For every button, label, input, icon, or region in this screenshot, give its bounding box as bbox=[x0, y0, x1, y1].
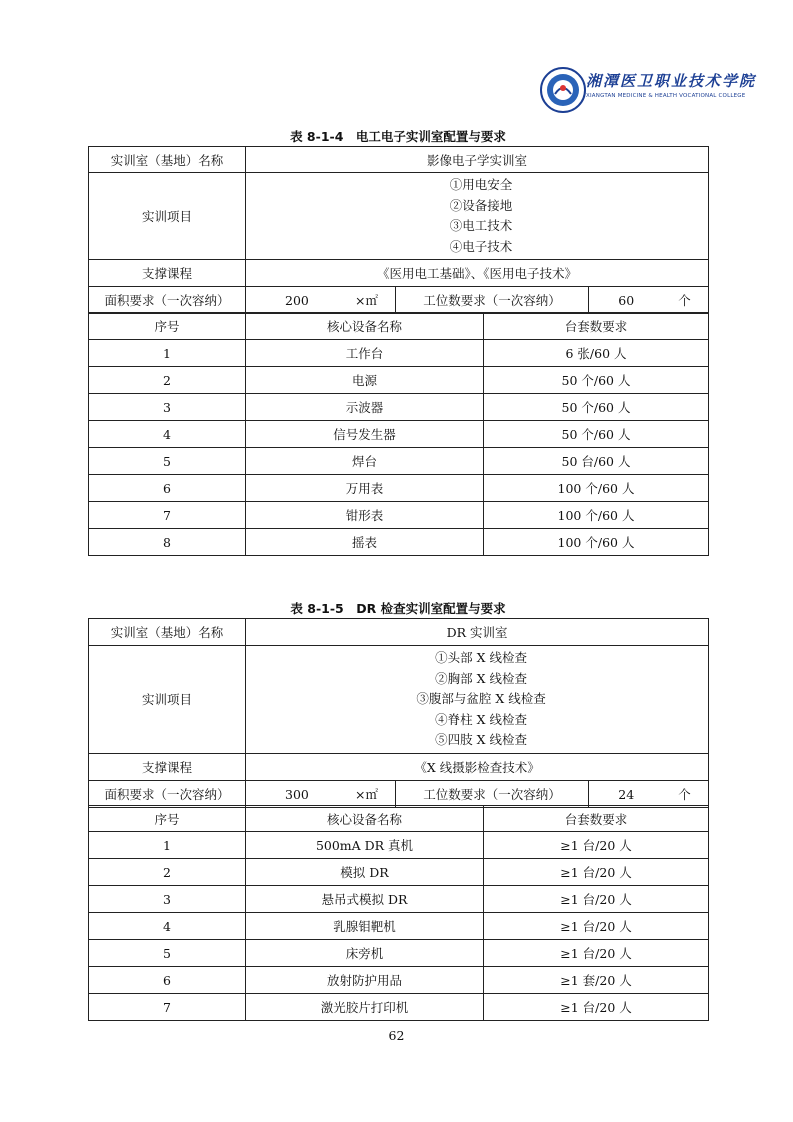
equipment-quantity: ≥1 套/20 人 bbox=[484, 967, 709, 994]
col-header-quantity: 台套数要求 bbox=[484, 806, 709, 832]
equipment-table-2 bbox=[88, 805, 709, 1021]
table-row bbox=[89, 529, 709, 556]
table-row bbox=[89, 421, 709, 448]
stations-label: 工位数要求（一次容纳） bbox=[396, 780, 589, 807]
course-row bbox=[89, 753, 709, 780]
room-label: 实训室（基地）名称 bbox=[89, 147, 246, 173]
table-row bbox=[89, 940, 709, 967]
room-row bbox=[89, 619, 709, 646]
area-cell bbox=[246, 287, 396, 314]
stations-value: 60 bbox=[618, 293, 635, 308]
equipment-index: 5 bbox=[89, 448, 246, 475]
stations-unit: 个 bbox=[678, 293, 691, 308]
table-row bbox=[89, 859, 709, 886]
college-name-en: XIANGTAN MEDICINE & HEALTH VOCATIONAL COLLEGE bbox=[586, 93, 746, 99]
projects-label: 实训项目 bbox=[89, 173, 246, 260]
equipment-name: 焊台 bbox=[246, 448, 484, 475]
equipment-name: 500mA DR 真机 bbox=[246, 832, 484, 859]
equipment-name: 万用表 bbox=[246, 475, 484, 502]
lab-config-table-2 bbox=[88, 618, 709, 808]
projects-row bbox=[89, 646, 709, 754]
equipment-index: 1 bbox=[89, 340, 246, 367]
area-value: 300 bbox=[285, 786, 309, 802]
area-row bbox=[89, 780, 709, 807]
equipment-index: 2 bbox=[89, 367, 246, 394]
project-item: ①用电安全 bbox=[449, 177, 513, 192]
equipment-name: 模拟 DR bbox=[246, 859, 484, 886]
equipment-index: 2 bbox=[89, 859, 246, 886]
course-label: 支撑课程 bbox=[89, 260, 246, 287]
equipment-index: 6 bbox=[89, 475, 246, 502]
stations-cell bbox=[589, 287, 709, 314]
area-unit: ×㎡ bbox=[355, 786, 378, 802]
project-item: ③腹部与盆腔 X 线检查 bbox=[416, 691, 546, 706]
equipment-quantity: 50 个/60 人 bbox=[484, 394, 709, 421]
table-row bbox=[89, 502, 709, 529]
projects-list bbox=[246, 173, 709, 260]
stations-cell bbox=[589, 780, 709, 807]
equipment-quantity: ≥1 台/20 人 bbox=[484, 994, 709, 1021]
table-row bbox=[89, 475, 709, 502]
area-value: 200 bbox=[285, 293, 309, 308]
equipment-index: 7 bbox=[89, 994, 246, 1021]
col-header-equipment: 核心设备名称 bbox=[246, 806, 484, 832]
table-row bbox=[89, 994, 709, 1021]
col-header-index: 序号 bbox=[89, 313, 246, 340]
stations-label: 工位数要求（一次容纳） bbox=[396, 287, 589, 314]
table-row bbox=[89, 913, 709, 940]
table-caption-2: 表 8-1-5 DR 检查实训室配置与要求 bbox=[290, 601, 506, 616]
table-caption-1: 表 8-1-4 电工电子实训室配置与要求 bbox=[290, 129, 506, 144]
equipment-name: 乳腺钼靶机 bbox=[246, 913, 484, 940]
lab-config-table-1 bbox=[88, 146, 709, 314]
equipment-quantity: 50 个/60 人 bbox=[484, 367, 709, 394]
equipment-rows bbox=[89, 313, 709, 556]
equipment-quantity: 6 张/60 人 bbox=[484, 340, 709, 367]
room-name: DR 实训室 bbox=[246, 619, 709, 646]
equipment-quantity: ≥1 台/20 人 bbox=[484, 832, 709, 859]
projects-row bbox=[89, 173, 709, 260]
projects-label: 实训项目 bbox=[89, 646, 246, 754]
equipment-name: 电源 bbox=[246, 367, 484, 394]
area-label: 面积要求（一次容纳） bbox=[89, 287, 246, 314]
col-header-index: 序号 bbox=[89, 806, 246, 832]
equipment-index: 6 bbox=[89, 967, 246, 994]
equipment-name: 钳形表 bbox=[246, 502, 484, 529]
table-row bbox=[89, 832, 709, 859]
equipment-quantity: 100 个/60 人 bbox=[484, 475, 709, 502]
course-row bbox=[89, 260, 709, 287]
project-item: ①头部 X 线检查 bbox=[435, 650, 527, 665]
project-item: ②胸部 X 线检查 bbox=[435, 670, 527, 686]
equipment-quantity: ≥1 台/20 人 bbox=[484, 913, 709, 940]
equipment-index: 5 bbox=[89, 940, 246, 967]
equipment-quantity: ≥1 台/20 人 bbox=[484, 886, 709, 913]
college-name-cn: 湘潭医卫职业技术学院 bbox=[586, 72, 757, 90]
room-name: 影像电子学实训室 bbox=[246, 147, 709, 173]
room-row bbox=[89, 147, 709, 173]
stations-value: 24 bbox=[618, 786, 635, 802]
area-cell bbox=[246, 780, 396, 807]
equipment-index: 3 bbox=[89, 394, 246, 421]
equipment-quantity: 100 个/60 人 bbox=[484, 502, 709, 529]
equipment-table-1 bbox=[88, 312, 709, 556]
course-value: 《医用电工基础》、《医用电子技术》 bbox=[246, 260, 709, 287]
project-item: ③电工技术 bbox=[449, 218, 513, 233]
equipment-quantity: 50 台/60 人 bbox=[484, 448, 709, 475]
equipment-index: 4 bbox=[89, 913, 246, 940]
equipment-index: 3 bbox=[89, 886, 246, 913]
equipment-index: 4 bbox=[89, 421, 246, 448]
equipment-index: 1 bbox=[89, 832, 246, 859]
equipment-name: 摇表 bbox=[246, 529, 484, 556]
stations-unit: 个 bbox=[678, 786, 691, 802]
table-row bbox=[89, 967, 709, 994]
area-unit: ×㎡ bbox=[355, 293, 378, 308]
course-value: 《X 线摄影检查技术》 bbox=[246, 753, 709, 780]
project-item: ②设备接地 bbox=[449, 197, 513, 213]
table-row bbox=[89, 448, 709, 475]
col-header-quantity: 台套数要求 bbox=[484, 313, 709, 340]
page-number: 62 bbox=[388, 1028, 405, 1043]
equipment-name: 信号发生器 bbox=[246, 421, 484, 448]
equipment-index: 7 bbox=[89, 502, 246, 529]
equipment-name: 悬吊式模拟 DR bbox=[246, 886, 484, 913]
equipment-quantity: ≥1 台/20 人 bbox=[484, 940, 709, 967]
equipment-quantity: 100 个/60 人 bbox=[484, 529, 709, 556]
equipment-quantity: 50 个/60 人 bbox=[484, 421, 709, 448]
col-header-equipment: 核心设备名称 bbox=[246, 313, 484, 340]
table-row bbox=[89, 394, 709, 421]
equipment-index: 8 bbox=[89, 529, 246, 556]
project-item: ④脊柱 X 线检查 bbox=[435, 711, 527, 727]
table-row bbox=[89, 886, 709, 913]
equipment-name: 放射防护用品 bbox=[246, 967, 484, 994]
college-name bbox=[586, 70, 756, 99]
equipment-header-row bbox=[89, 313, 709, 340]
room-label: 实训室（基地）名称 bbox=[89, 619, 246, 646]
table-row bbox=[89, 367, 709, 394]
equipment-quantity: ≥1 台/20 人 bbox=[484, 859, 709, 886]
projects-list bbox=[246, 646, 709, 754]
equipment-rows bbox=[89, 806, 709, 1021]
area-row bbox=[89, 287, 709, 314]
equipment-name: 床旁机 bbox=[246, 940, 484, 967]
project-item: ④电子技术 bbox=[449, 238, 513, 254]
equipment-header-row bbox=[89, 806, 709, 832]
course-label: 支撑课程 bbox=[89, 753, 246, 780]
equipment-name: 激光胶片打印机 bbox=[246, 994, 484, 1021]
equipment-name: 工作台 bbox=[246, 340, 484, 367]
area-label: 面积要求（一次容纳） bbox=[89, 780, 246, 807]
table-row bbox=[89, 340, 709, 367]
project-item: ⑤四肢 X 线检查 bbox=[435, 732, 527, 747]
equipment-name: 示波器 bbox=[246, 394, 484, 421]
